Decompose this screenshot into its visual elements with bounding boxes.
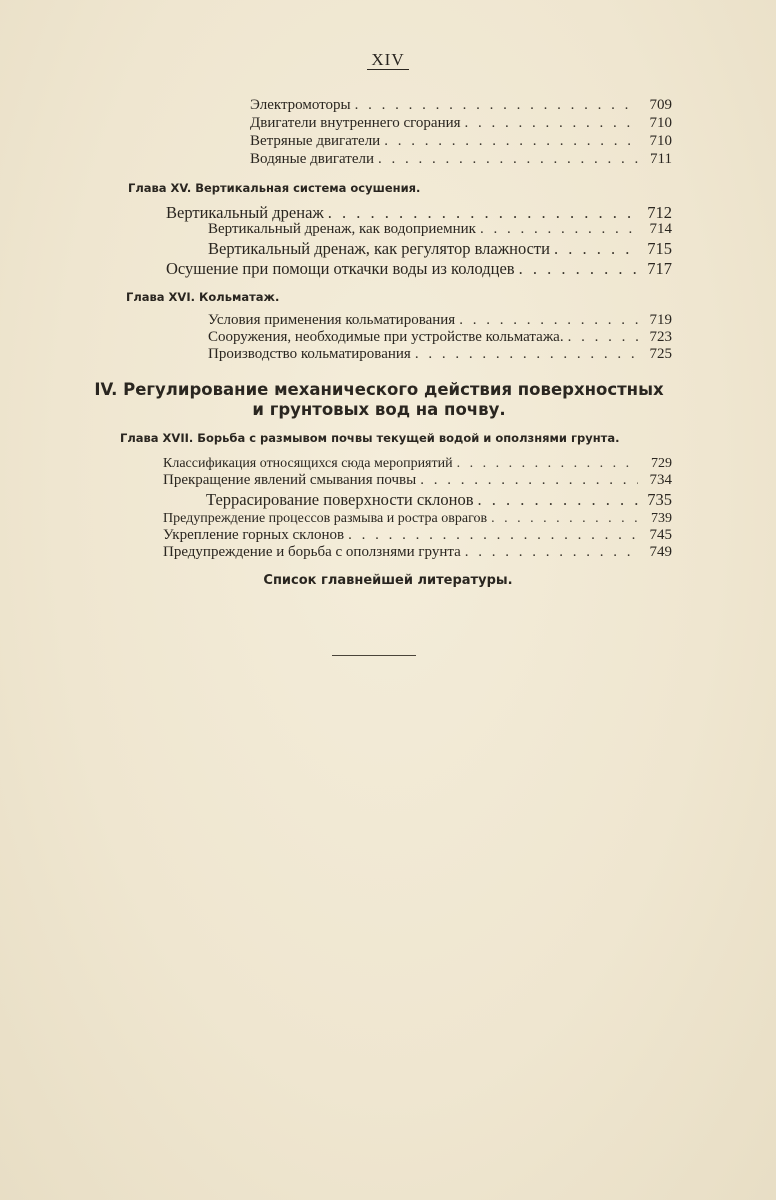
toc-entry: Сооружения, необходимые при устройстве кольматажа. . . . 723 xyxy=(208,329,672,346)
toc-entry: Электромоторы . . . 709 xyxy=(250,97,672,114)
toc-entry: Прекращение явлений смывания почвы . . . 734 xyxy=(163,472,672,489)
toc-entry: Укрепление горных склонов . . . 745 xyxy=(163,527,672,544)
toc-entry: Ветряные двигатели . . . 710 xyxy=(250,133,672,150)
chapter-heading: Глава XV. Вертикальная система осушения. xyxy=(128,181,421,195)
toc-entry: Вертикальный дренаж, как регулятор влажности . . . 715 xyxy=(208,239,672,259)
literature-heading: Список главнейшей литературы. xyxy=(263,573,513,588)
toc-entry: Террасирование поверхности склонов . . . 735 xyxy=(206,490,672,510)
toc-entry: Осушение при помощи откачки воды из колодцев . . . 717 xyxy=(166,259,672,279)
divider xyxy=(332,655,416,656)
toc-entry: Производство кольматирования . . . 725 xyxy=(208,346,672,363)
toc-entry: Условия применения кольматирования . . . 719 xyxy=(208,312,672,329)
page-number: XIV xyxy=(0,50,776,70)
toc-entry: Предупреждение и борьба с оползнями грунта . . . 749 xyxy=(163,544,672,561)
toc-entry: Водяные двигатели . . . 711 xyxy=(250,151,672,168)
toc-entry: Вертикальный дренаж, как водоприемник . . . 714 xyxy=(208,221,672,238)
toc-entry: Классификация относящихся сюда мероприятий . . . 729 xyxy=(163,456,672,472)
chapter-heading: Глава XVI. Кольматаж. xyxy=(126,290,280,304)
toc-entry: Двигатели внутреннего сгорания . . . 710 xyxy=(250,115,672,132)
toc-entry: Предупреждение процессов размыва и рострa оврагов . . . 739 xyxy=(163,511,672,527)
section-heading-line: IV. Регулирование механического действия поверхностных xyxy=(94,380,664,399)
toc-entry: Вертикальный дренаж . . . 712 xyxy=(166,203,672,223)
chapter-heading: Глава XVII. Борьба с размывом почвы текущей водой и оползнями грунта. xyxy=(120,431,620,445)
section-heading xyxy=(84,380,674,420)
section-heading-line: и грунтовых вод на почву. xyxy=(252,400,506,419)
